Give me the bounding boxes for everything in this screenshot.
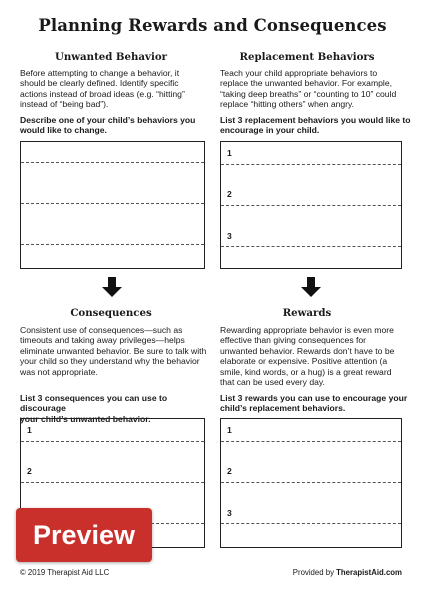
answer-line	[221, 482, 401, 483]
item-number-2: 2	[227, 466, 232, 476]
replacement-behaviors-prompt: List 3 replacement behaviors you would like to encourage in your child.	[220, 115, 411, 136]
answer-line	[221, 164, 401, 165]
brand-name: TherapistAid.com	[336, 568, 402, 577]
consequences-prompt: List 3 consequences you can use to discourage your child’s unwanted behavior.	[20, 393, 168, 424]
unwanted-behavior-prompt: Describe one of your child’s behaviors you would like to change.	[20, 115, 196, 136]
rewards-description: Rewarding appropriate behavior is even more effective than giving consequences for unwanted behavior. Rewards don’t have to be elaborate or expensive. Positive attention (a smile, kind words, or a hug) is a great reward that can be used every day.	[220, 325, 395, 388]
item-number-2: 2	[227, 189, 232, 199]
rewards-heading: Rewards	[282, 307, 332, 319]
item-number-2: 2	[27, 466, 32, 476]
answer-line	[221, 205, 401, 206]
answer-line	[221, 441, 401, 442]
answer-line	[21, 203, 204, 204]
item-number-3: 3	[227, 508, 232, 518]
page-title: Planning Rewards and Consequences	[38, 16, 387, 35]
item-number-1: 1	[227, 425, 232, 435]
consequences-heading: Consequences	[70, 307, 152, 319]
consequences-description: Consistent use of consequences—such as timeouts and taking away privileges—helps eliminate unwanted behavior. Be sure to talk with your child so they understand why the behavior was not appropriate.	[20, 325, 207, 377]
copyright-text: © 2019 Therapist Aid LLC	[20, 568, 110, 577]
answer-line	[221, 246, 401, 247]
answer-line	[21, 244, 204, 245]
item-number-3: 3	[227, 231, 232, 241]
replacement-behaviors-heading: Replacement Behaviors	[239, 51, 375, 63]
replacement-behaviors-description: Teach your child appropriate behaviors to replace the unwanted behavior. For example, “taking deep breaths” or “counting to 10” could replace “hitting others” when angry.	[220, 68, 397, 110]
replacement-behaviors-answer-box[interactable]	[220, 141, 402, 269]
item-number-1: 1	[227, 148, 232, 158]
rewards-answer-box[interactable]	[220, 418, 402, 548]
unwanted-behavior-heading: Unwanted Behavior	[55, 51, 167, 63]
answer-line	[21, 441, 204, 442]
answer-line	[21, 162, 204, 163]
rewards-prompt: List 3 rewards you can use to encourage your child’s replacement behaviors.	[220, 393, 408, 414]
unwanted-behavior-answer-box[interactable]	[20, 141, 205, 269]
answer-line	[221, 523, 401, 524]
unwanted-behavior-description: Before attempting to change a behavior, it should be clearly defined. Identify specific actions instead of broad ideas (e.g. “hitting” instead of “being bad”).	[20, 68, 185, 110]
preview-badge: Preview	[16, 508, 152, 562]
provided-by-text: Provided by TherapistAid.com	[292, 568, 402, 577]
item-number-1: 1	[27, 425, 32, 435]
answer-line	[21, 482, 204, 483]
